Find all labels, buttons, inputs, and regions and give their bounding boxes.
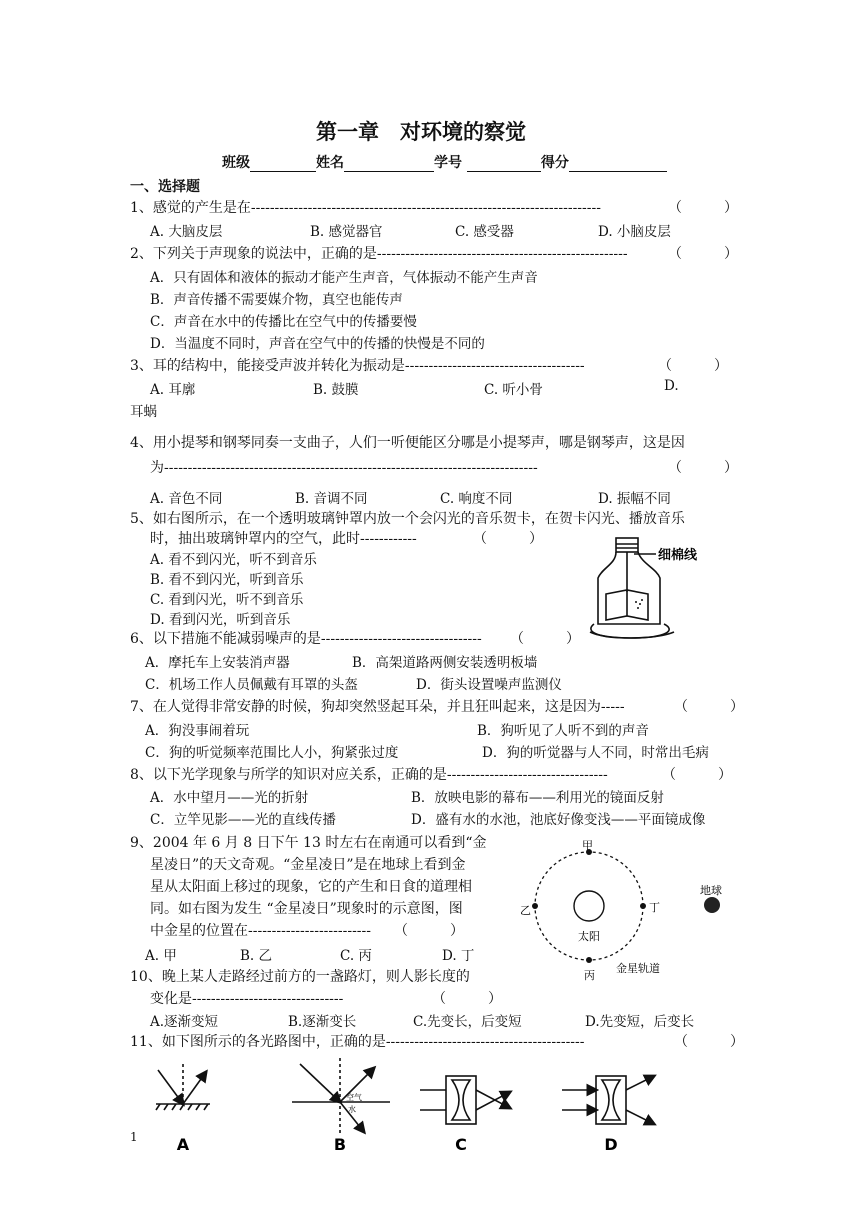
venus-orbit — [535, 852, 643, 960]
score-label: 得分 — [540, 155, 569, 171]
class-blank[interactable] — [250, 157, 316, 172]
label-a: A — [176, 1135, 190, 1154]
q9-option: C. 丙 — [340, 948, 372, 964]
q3-answer-paren[interactable]: （ ） — [658, 358, 728, 374]
pos-bing: 丙 — [584, 969, 595, 982]
q3-option: D. — [664, 378, 679, 394]
q8-option: A．水中望月——光的折射 — [150, 790, 309, 806]
q3-option: C. 听小骨 — [484, 382, 543, 398]
q8-option: C．立竿见影——光的直线传播 — [150, 812, 336, 828]
q4-option: A. 音色不同 — [150, 491, 223, 507]
q4-option: C. 响度不同 — [440, 491, 513, 507]
q6-stem: 6、以下措施不能减弱噪声的是---------------------------------- — [130, 631, 482, 647]
q4-stem: 4、用小提琴和钢琴同奏一支曲子，人们一听便能区分哪是小提琴声，哪是钢琴声，这是因 — [130, 435, 685, 451]
q4-answer-paren[interactable]: （ ） — [668, 460, 738, 476]
q4-stem-cont: 为------------------------------------------------------------------------------- — [150, 460, 538, 476]
q4-option: B. 音调不同 — [295, 491, 368, 507]
pos-yi: 乙 — [520, 904, 531, 917]
q9-stem-cont: 星凌日”的天文奇观。“金星凌日”是在地球上看到金 — [150, 857, 466, 873]
q1-answer-paren[interactable]: （ ） — [668, 200, 738, 216]
label-b: B — [333, 1135, 347, 1154]
q7-option: D．狗的听觉器与人不同，时常出毛病 — [482, 745, 709, 761]
q2-option: B．声音传播不需要媒介物，真空也能传声 — [150, 292, 403, 308]
q9-option: D. 丁 — [442, 948, 475, 964]
q3-option-wrap: 耳蜗 — [130, 404, 157, 420]
page-number: 1 — [130, 1130, 138, 1144]
q5-option: A. 看不到闪光，听不到音乐 — [150, 552, 317, 568]
q1-option: A. 大脑皮层 — [150, 224, 223, 240]
q1-option: B. 感觉器官 — [310, 224, 383, 240]
q10-option: A.逐渐变短 — [150, 1014, 219, 1030]
diagram-a — [156, 1064, 210, 1110]
q9-stem: 9、2004 年 6 月 8 日下午 13 时左右在南通可以看到“金 — [130, 835, 487, 851]
q8-option: B．放映电影的幕布——利用光的镜面反射 — [411, 790, 664, 806]
q2-option: C．声音在水中的传播比在空气中的传播要慢 — [150, 314, 417, 330]
q5-stem-cont: 时，抽出玻璃钟罩内的空气，此时------------ — [150, 531, 417, 547]
name-blank[interactable] — [344, 157, 434, 172]
q8-answer-paren[interactable]: （ ） — [662, 767, 732, 783]
q3-option: A. 耳廓 — [150, 382, 196, 398]
q2-option: A．只有固体和液体的振动才能产生声音，气体振动不能产生声音 — [150, 270, 538, 286]
q9-stem-cont: 同。如右图为发生 “金星凌日”现象时的示意图，图 — [150, 901, 463, 917]
q1-stem: 1、感觉的产生是在-------------------------------------------------------------------------- — [130, 200, 601, 216]
label-d: D — [604, 1135, 618, 1154]
orbit-label: 金星轨道 — [616, 962, 660, 975]
earth-label: 地球 — [700, 884, 722, 897]
q5-stem: 5、如右图所示，在一个透明玻璃钟罩内放一个会闪光的音乐贺卡，在贺卡闪光、播放音乐 — [130, 511, 685, 527]
q9-stem-cont: 中金星的位置在-------------------------- — [150, 923, 371, 939]
water-label: 水 — [348, 1105, 356, 1114]
q10-option: B.逐渐变长 — [288, 1014, 357, 1030]
sun-circle — [574, 891, 604, 921]
thread-label: 细棉线 — [658, 548, 698, 563]
name-label: 姓名 — [316, 155, 344, 171]
q5-option: B. 看不到闪光，听到音乐 — [150, 572, 304, 588]
id-label: 学号 — [434, 155, 462, 171]
q1-option: D. 小脑皮层 — [598, 224, 671, 240]
q10-option: D.先变短，后变长 — [585, 1014, 695, 1030]
q6-answer-paren[interactable]: （ ） — [510, 631, 580, 647]
q8-option: D．盛有水的水池，池底好像变浅——平面镜成像 — [411, 812, 706, 828]
score-blank[interactable] — [569, 157, 667, 172]
q5-option: D. 看到闪光，听到音乐 — [150, 612, 291, 628]
q7-option: C．狗的听觉频率范围比人小，狗紧张过度 — [145, 745, 399, 761]
sun-label: 太阳 — [578, 930, 600, 943]
earth-circle — [704, 897, 720, 913]
air-label: 空气 — [346, 1093, 362, 1102]
q10-answer-paren[interactable]: （ ） — [432, 991, 502, 1007]
id-blank[interactable] — [467, 157, 541, 172]
q7-answer-paren[interactable]: （ ） — [674, 699, 744, 715]
q6-option: B．高架道路两侧安装透明板墙 — [352, 655, 538, 671]
diagram-c — [420, 1076, 510, 1124]
venus-transit-figure — [512, 836, 732, 986]
q7-option: B．狗听见了人听不到的声音 — [477, 723, 649, 739]
q11-answer-paren[interactable]: （ ） — [674, 1034, 744, 1050]
q9-option: A. 甲 — [145, 948, 177, 964]
pos-jia: 甲 — [582, 839, 593, 852]
q6-option: A．摩托车上安装消声器 — [145, 655, 290, 671]
q10-stem-cont: 变化是-------------------------------- — [150, 991, 344, 1007]
q6-option: C．机场工作人员佩戴有耳罩的头盔 — [145, 677, 358, 693]
class-label: 班级 — [222, 155, 250, 171]
q4-option: D. 振幅不同 — [598, 491, 671, 507]
q6-option: D．街头设置噪声监测仪 — [416, 677, 562, 693]
q3-option: B. 鼓膜 — [313, 382, 359, 398]
bell-jar-figure — [576, 534, 726, 646]
q2-stem: 2、下列关于声现象的说法中，正确的是----------------------------------------------------- — [130, 246, 628, 262]
diagram-b — [292, 1058, 390, 1134]
q10-stem: 10、晚上某人走路经过前方的一盏路灯，则人影长度的 — [130, 969, 470, 985]
q8-stem: 8、以下光学现象与所学的知识对应关系，正确的是---------------------------------- — [130, 767, 608, 783]
q2-option: D．当温度不同时，声音在空气中的传播的快慢是不同的 — [150, 336, 485, 352]
q3-stem: 3、耳的结构中，能接受声波并转化为振动是-------------------------------------- — [130, 358, 585, 374]
q5-option: C. 看到闪光，听不到音乐 — [150, 592, 304, 608]
q2-answer-paren[interactable]: （ ） — [668, 246, 738, 262]
light-path-figures — [140, 1056, 670, 1156]
section-heading: 一、选择题 — [130, 179, 200, 195]
label-c: C — [455, 1135, 467, 1154]
q7-option: A．狗没事闹着玩 — [145, 723, 250, 739]
q10-option: C.先变长，后变短 — [413, 1014, 522, 1030]
q9-answer-paren[interactable]: （ ） — [394, 923, 464, 939]
q9-stem-cont: 星从太阳面上移过的现象，它的产生和日食的道理相 — [150, 879, 472, 895]
page-title: 第一章 对环境的察觉 — [316, 120, 526, 144]
q11-stem: 11、如下图所示的各光路图中，正确的是------------------------------------------ — [130, 1034, 585, 1050]
pos-ding: 丁 — [649, 901, 660, 914]
diagram-d — [562, 1076, 654, 1124]
q7-stem: 7、在人觉得非常安静的时候，狗却突然竖起耳朵，并且狂叫起来，这是因为----- — [130, 699, 625, 715]
student-info-line — [222, 152, 667, 172]
q1-option: C. 感受器 — [455, 224, 514, 240]
q5-answer-paren[interactable]: （ ） — [473, 531, 543, 547]
q9-option: B. 乙 — [240, 948, 273, 964]
